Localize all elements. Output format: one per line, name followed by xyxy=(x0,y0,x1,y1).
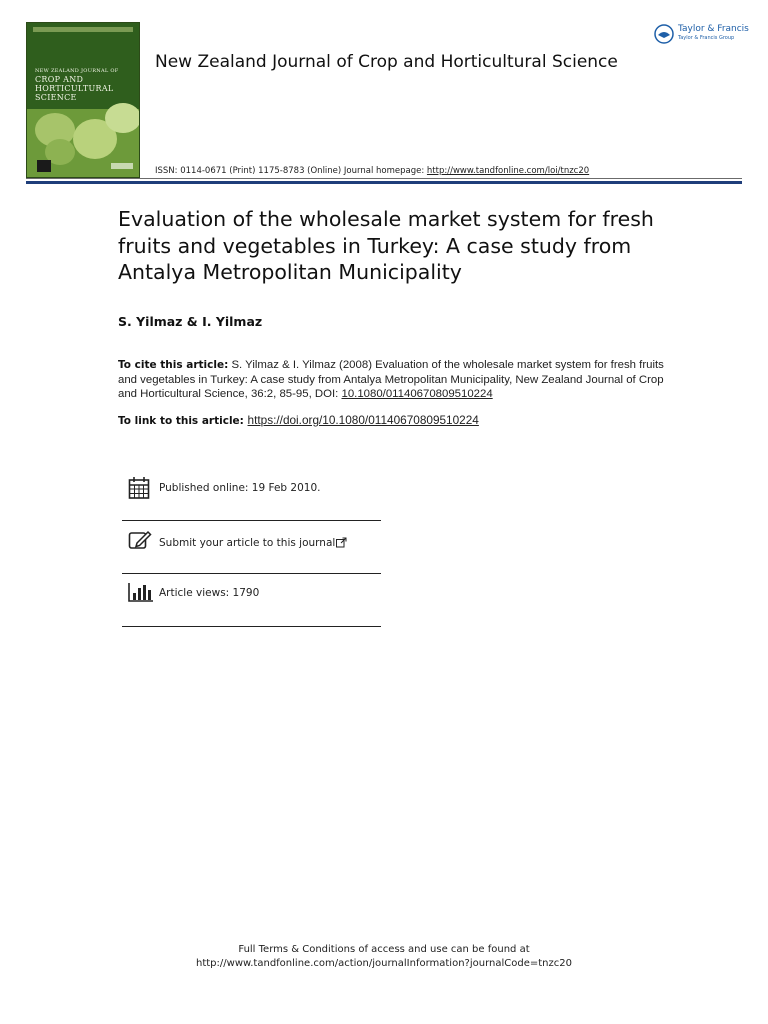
cover-line-1: NEW ZEALAND JOURNAL OF xyxy=(35,68,119,74)
link-to-article-line xyxy=(118,413,479,427)
footer-line-1: Full Terms & Conditions of access and use can be found at xyxy=(238,944,530,955)
article-views-text: Article views: 1790 xyxy=(159,587,260,599)
submit-article-text[interactable]: Submit your article to this journal xyxy=(159,537,336,549)
cite-text: S. Yilmaz & I. Yilmaz (2008) Evaluation of the wholesale market system for fresh fruits and vegetables in Turkey: A case study from Antalya Metropolitan Municipality, New Zealand Journal of Crop and Horticultural Science, 36:2, 85-95, DOI: xyxy=(118,359,664,401)
journal-homepage-link[interactable]: http://www.tandfonline.com/loi/tnzc20 xyxy=(426,166,590,176)
article-title: Evaluation of the wholesale market system for fresh fruits and vegetables in Turkey: A case study from Antalya Metropolitan Municipality xyxy=(118,207,654,284)
publisher-name: Taylor & Francis xyxy=(678,24,749,34)
publisher-logo-icon xyxy=(654,24,674,44)
link-label: To link to this article: xyxy=(118,415,248,427)
cite-label: To cite this article: xyxy=(118,359,229,371)
article-views-row xyxy=(122,580,380,624)
published-online-text: Published online: 19 Feb 2010. xyxy=(159,482,321,494)
publisher-subname: Taylor & Francis Group xyxy=(678,35,735,41)
footer xyxy=(0,943,768,971)
info-divider xyxy=(122,520,381,521)
issn-text: ISSN: 0114-0671 (Print) 1175-8783 (Online) Journal homepage: xyxy=(155,166,427,176)
submit-article-row[interactable] xyxy=(122,528,380,572)
info-divider xyxy=(122,573,381,574)
footer-terms-url[interactable]: http://www.tandfonline.com/action/journalInformation?journalCode=tnzc20 xyxy=(196,958,572,969)
edit-icon xyxy=(128,529,152,551)
journal-cover-image xyxy=(26,22,140,178)
publisher-logo[interactable] xyxy=(654,22,754,48)
header-rule-thick xyxy=(26,181,742,184)
citation-block xyxy=(118,358,668,402)
header-rule-thin xyxy=(26,178,742,179)
issn-line xyxy=(155,166,589,176)
info-divider xyxy=(122,626,381,627)
cover-line-3: HORTICULTURAL xyxy=(35,84,114,93)
cover-publisher-mark xyxy=(111,163,133,169)
doi-link[interactable]: 10.1080/01140670809510224 xyxy=(341,388,493,401)
external-link-icon xyxy=(336,537,347,548)
calendar-icon xyxy=(128,476,150,500)
journal-title: New Zealand Journal of Crop and Horticultural Science xyxy=(155,52,618,72)
bar-chart-icon xyxy=(128,582,154,602)
doi-url-link[interactable]: https://doi.org/10.1080/01140670809510224 xyxy=(247,413,479,427)
published-online-row xyxy=(122,474,380,518)
article-authors: S. Yilmaz & I. Yilmaz xyxy=(118,314,263,329)
cover-line-4: SCIENCE xyxy=(35,93,77,102)
cover-line-2: CROP AND xyxy=(35,75,84,84)
cover-badge xyxy=(37,160,51,172)
